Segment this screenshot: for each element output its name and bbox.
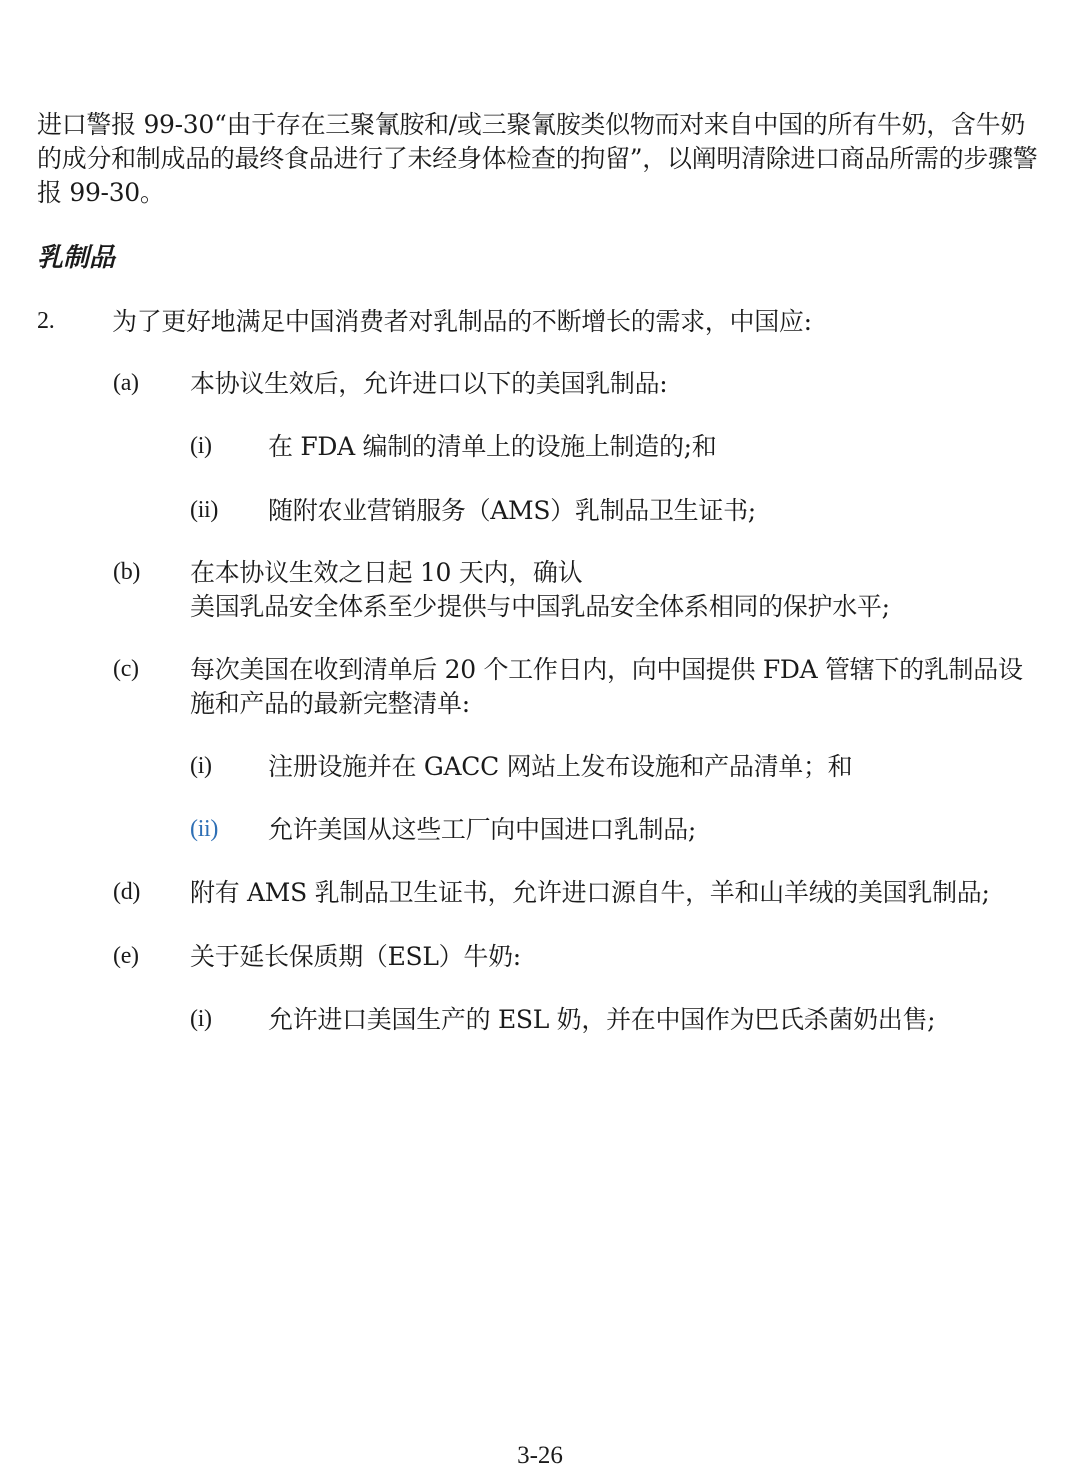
item-c-sub-i-text: 注册设施并在 GACC 网站上发布设施和产品清单；和 [268,752,853,781]
item-e-sub-i-text: 允许进口美国生产的 ESL 奶，并在中国作为巴氏杀菌奶出售; [268,1005,936,1034]
item-d [113,876,1043,910]
page-number: 3-26 [517,1442,563,1469]
intro-paragraph: 进口警报 99-30“由于存在三聚氰胺和/或三聚氰胺类似物而对来自中国的所有牛奶，含牛奶的成分和制成品的最终食品进行了未经身体检查的拘留”，以阐明清除进口商品所需的步骤警报 99-30。 [37,110,1038,207]
item-e [113,940,1043,974]
item-c-line1: 每次美国在收到清单后 20 个工作日内，向中国提供 FDA 管辖下的乳制品设 [190,655,1023,684]
item-b-line2: 美国乳品安全体系至少提供与中国乳品安全体系相同的保护水平; [190,592,890,621]
item-c-sub-i [190,750,1040,784]
item-a-sub-i-label: (i) [190,433,212,459]
section-heading: 乳制品 [37,243,116,273]
item-b-line1: 在本协议生效之日起 10 天内，确认 [190,558,583,587]
item-a-sub-ii-text: 随附农业营销服务（AMS）乳制品卫生证书; [268,496,756,525]
item-b [113,556,1043,624]
item-a [113,367,1043,401]
item-c-sub-i-label: (i) [190,753,212,779]
item-d-text: 附有 AMS 乳制品卫生证书，允许进口源自牛，羊和山羊绒的美国乳制品; [190,878,990,907]
item-a-sub-ii-label: (ii) [190,497,219,523]
item-e-label: (e) [113,943,139,969]
item-2-text: 为了更好地满足中国消费者对乳制品的不断增长的需求，中国应: [112,307,812,336]
item-a-label: (a) [113,370,139,396]
item-e-text: 关于延长保质期（ESL）牛奶: [190,942,521,971]
item-b-label: (b) [113,559,141,585]
item-c-sub-ii-text: 允许美国从这些工厂向中国进口乳制品; [268,815,697,844]
item-a-sub-ii [190,494,1040,528]
item-2 [37,305,1047,339]
item-c-sub-ii [190,813,1040,847]
item-c-line2: 施和产品的最新完整清单: [190,689,470,718]
item-c [113,653,1043,721]
item-a-sub-i-text: 在 FDA 编制的清单上的设施上制造的;和 [268,432,717,461]
item-d-label: (d) [113,879,141,905]
item-e-sub-i [190,1003,1040,1037]
item-2-label: 2. [37,308,55,334]
item-a-text: 本协议生效后，允许进口以下的美国乳制品: [190,369,668,398]
item-c-label: (c) [113,656,139,682]
item-e-sub-i-label: (i) [190,1006,212,1032]
item-a-sub-i [190,430,1040,464]
item-c-sub-ii-label: (ii) [190,816,219,842]
